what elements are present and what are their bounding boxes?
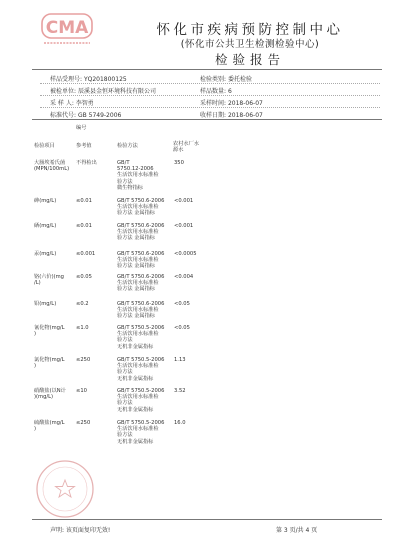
svg-text:CMA: CMA	[45, 18, 89, 38]
cell-value: <0.001	[174, 198, 194, 204]
cell-ref: ≤0.01	[76, 198, 92, 204]
col-ref: 参考值	[76, 143, 92, 149]
col-method: 检验方法	[117, 143, 138, 149]
cell-ref: ≤250	[76, 357, 91, 363]
cell-item: 硫酸盐(mg/L )	[34, 420, 65, 433]
cell-method: GB/T 5750.6-2006 生活饮用水标准检 验方法 金属指标	[117, 198, 165, 217]
org-title: 怀化市疾病预防控制中心	[156, 22, 344, 38]
cell-ref: ≤0.2	[76, 301, 89, 307]
footer-rule	[32, 519, 382, 520]
cell-value: <0.004	[174, 274, 194, 280]
cell-item: 硒(mg/L)	[34, 223, 57, 229]
cell-ref: ≤0.001	[76, 251, 96, 257]
cell-item: 铬(六价)(mg /L)	[34, 274, 64, 287]
meta-sample-no: 样品受理号: YQ201800125	[50, 76, 127, 83]
cell-item: 汞(mg/L)	[34, 251, 57, 257]
footer-page: 第 3 页/共 4 页	[276, 527, 318, 534]
meta-standard: 标准代号: GB 5749-2006	[50, 112, 122, 119]
cell-ref: 不得检出	[76, 160, 97, 166]
cell-method: GB/T 5750.5-2006 生活饮用水标准检 验方法 无机非金属指标	[117, 420, 165, 445]
cell-item: 铅(mg/L)	[34, 301, 57, 307]
cell-ref: ≤250	[76, 420, 91, 426]
meta-sample-time: 采样时间: 2018-06-07	[200, 100, 263, 107]
cell-value: <0.001	[174, 223, 194, 229]
meta-count: 样品数量: 6	[200, 88, 232, 95]
cell-value: 1.13	[174, 357, 186, 363]
report-title: 检验报告	[214, 52, 285, 67]
cell-value: 350	[174, 160, 184, 166]
cell-method: GB/T 5750.5-2006 生活饮用水标准检 验方法 无机非金属指标	[117, 325, 165, 350]
cell-method: GB/T 5750.6-2006 生活饮用水标准检 验方法 金属指标	[117, 301, 165, 320]
cell-method: GB/T 5750.12-2006 生活饮用水标准检 验方法 微生物指标	[117, 160, 159, 191]
meta-category: 检验类别: 委托检验	[200, 76, 252, 83]
cell-value: 16.0	[174, 420, 186, 426]
cell-value: <0.05	[174, 301, 190, 307]
cell-item: 氯化物(mg/L )	[34, 357, 65, 370]
meta-sampler: 采 样 人: 李智勇	[50, 100, 94, 107]
cell-method: GB/T 5750.6-2006 生活饮用水标准检 验方法 金属指标	[117, 251, 165, 270]
official-seal	[34, 458, 96, 520]
meta-receive-date: 收样日期: 2018-06-07	[200, 112, 263, 119]
cell-method: GB/T 5750.6-2006 生活饮用水标准检 验方法 金属指标	[117, 223, 165, 242]
cma-logo	[38, 12, 96, 48]
meta-client: 被检单位: 辰溪县金恒环境科技有限公司	[50, 88, 156, 95]
cell-value: <0.05	[174, 325, 190, 331]
cell-method: GB/T 5750.5-2006 生活饮用水标准检 验方法 无机非金属指标	[117, 357, 165, 382]
cell-item: 硝酸盐(以N计 )(mg/L)	[34, 388, 66, 401]
cell-ref: ≤0.05	[76, 274, 92, 280]
cell-item: 砷(mg/L)	[34, 198, 57, 204]
header-rule	[32, 69, 382, 70]
cell-method: GB/T 5750.6-2006 生活饮用水标准检 验方法 金属指标	[117, 274, 165, 293]
cell-item: 大肠埃希氏菌 (MPN/100mL)	[34, 160, 70, 173]
cell-value: <0.0005	[174, 251, 197, 257]
cell-item: 氰化物(mg/L )	[34, 325, 65, 338]
cell-ref: ≤0.01	[76, 223, 92, 229]
cell-value: 3.52	[174, 388, 186, 394]
col-item: 检验项目	[34, 143, 55, 149]
footer-statement: 声明: 该页面复印无效!	[50, 527, 111, 534]
cell-ref: ≤1.0	[76, 325, 89, 331]
org-subtitle: (怀化市公共卫生检测检验中心)	[180, 39, 320, 50]
cell-method: GB/T 5750.5-2006 生活饮用水标准检 验方法 无机非金属指标	[117, 388, 165, 413]
col-code: 编号	[76, 125, 87, 131]
cell-ref: ≤10	[76, 388, 87, 394]
col-result: 农村水厂水 源水	[173, 141, 199, 154]
